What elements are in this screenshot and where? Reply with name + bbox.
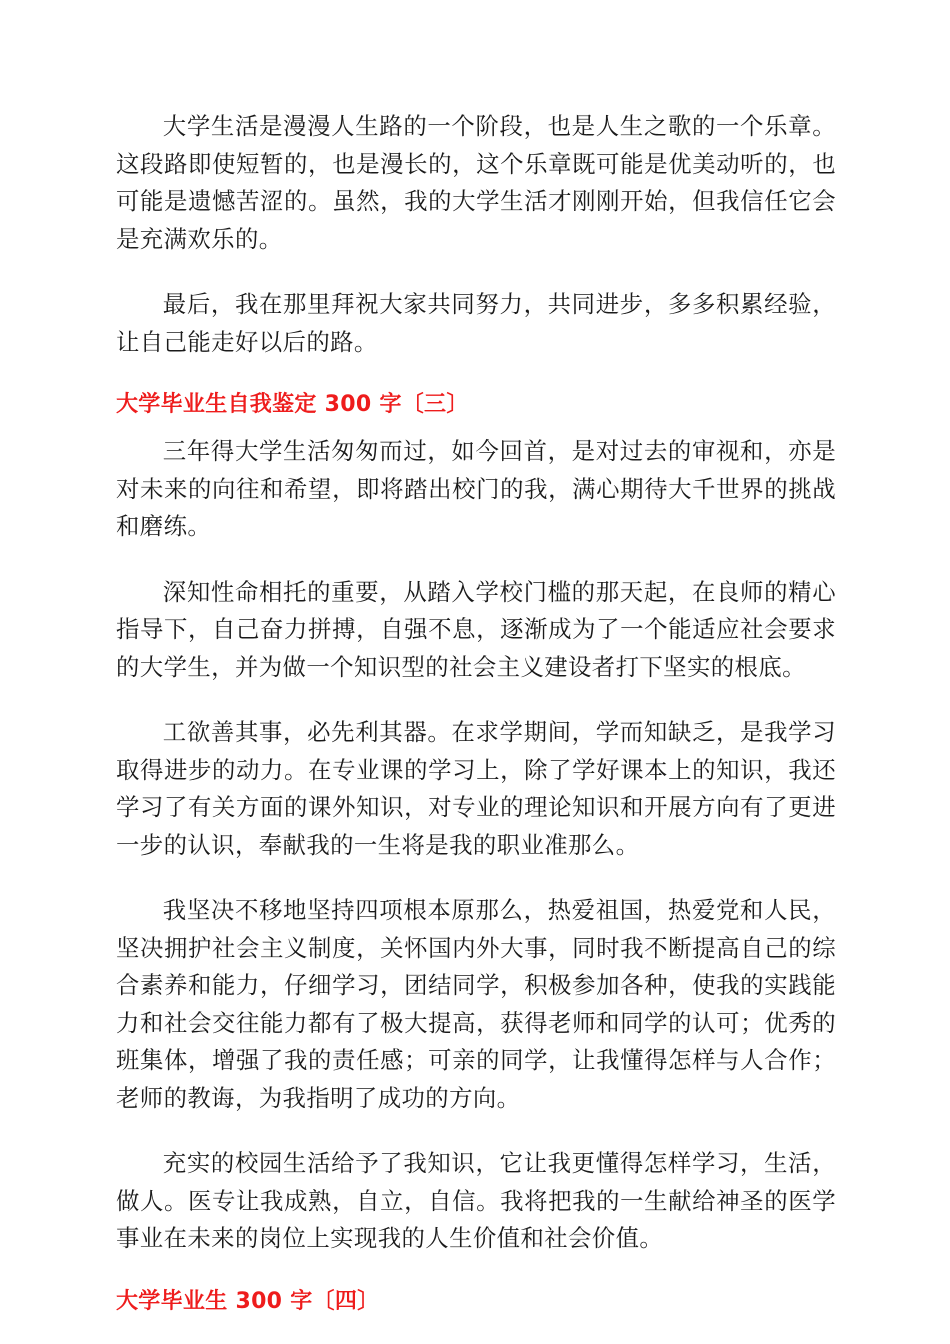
paragraph-principles: 我坚决不移地坚持四项根本原那么，热爱祖国，热爱党和人民，坚决拥护社会主义制度，关怀国内外大事，同时我不断提高自己的综合素养和能力，仔细学习，团结同学，积极参加各种，使我的实践能力和社会交往能力都有了极大提高，获得老师和同学的认可；优秀的班集体，增强了我的责任感；可亲的同学，让我懂得怎样与人合作；老师的教诲，为我指明了成功的方向。 xyxy=(116,896,836,1112)
document-page xyxy=(116,108,836,1330)
section-heading-four: 大学毕业生 300 字〔四〕 xyxy=(116,1288,380,1314)
paragraph-university-life: 大学生活是漫漫人生路的一个阶段，也是人生之歌的一个乐章。这段路即使短暂的，也是漫长的，这个乐章既可能是优美动听的，也可能是遗憾苦涩的。虽然，我的大学生活才刚刚开始，但我信任它会是充满欢乐的。 xyxy=(116,112,836,253)
section-heading-three: 大学毕业生自我鉴定 300 字〔三〕 xyxy=(116,392,469,417)
paragraph-campus-life: 充实的校园生活给予了我知识，它让我更懂得怎样学习，生活，做人。医专让我成熟，自立，自信。我将把我的一生献给神圣的医学事业在未来的岗位上实现我的人生价值和社会价值。 xyxy=(116,1149,836,1252)
paragraph-life-entrusted: 深知性命相托的重要，从踏入学校门槛的那天起，在良师的精心指导下，自己奋力拼搏，自强不息，逐渐成为了一个能适应社会要求的大学生，并为做一个知识型的社会主义建设者打下坚实的根底。 xyxy=(116,577,836,681)
paragraph-closing-wishes: 最后，我在那里拜祝大家共同努力，共同进步，多多积累经验，让自己能走好以后的路。 xyxy=(116,290,836,356)
paragraph-three-years: 三年得大学生活匆匆而过，如今回首，是对过去的审视和，亦是对未来的向往和希望，即将踏出校门的我，满心期待大千世界的挑战和磨练。 xyxy=(116,437,836,540)
paragraph-study: 工欲善其事，必先利其器。在求学期间，学而知缺乏，是我学习取得进步的动力。在专业课的学习上，除了学好课本上的知识，我还学习了有关方面的课外知识，对专业的理论知识和开展方向有了更进一步的认识，奉献我的一生将是我的职业准那么。 xyxy=(116,718,836,859)
